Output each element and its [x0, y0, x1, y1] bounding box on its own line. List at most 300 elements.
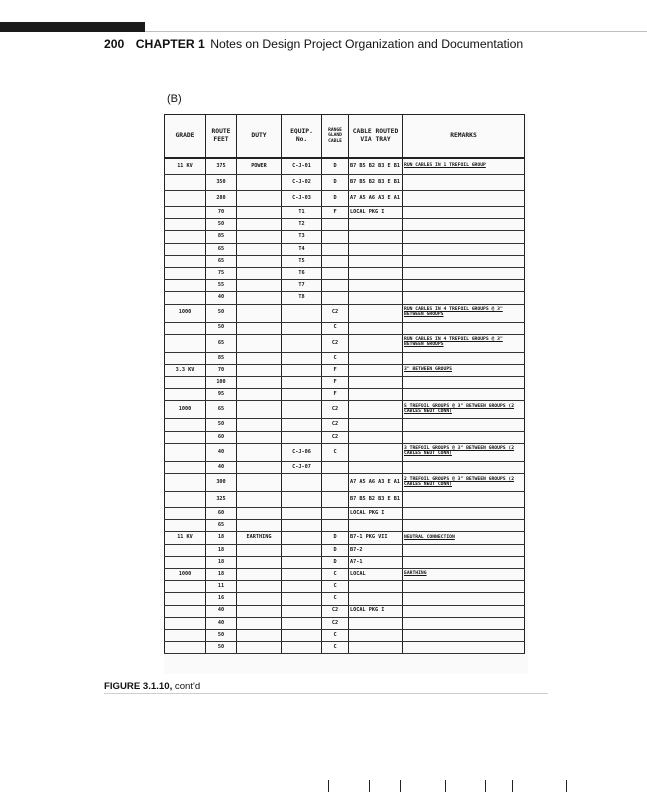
- tray-cell: [349, 322, 403, 334]
- grade-cell: [165, 191, 206, 207]
- duty-cell: [237, 581, 282, 593]
- route-feet-cell: 40: [206, 443, 237, 461]
- grade-cell: [165, 520, 206, 532]
- table-row: [165, 364, 525, 376]
- route-feet-cell: 18: [206, 532, 237, 544]
- route-feet-cell: 60: [206, 508, 237, 520]
- gland-cable-cell: [322, 508, 349, 520]
- remarks-cell: [403, 520, 525, 532]
- equip-no-cell: [282, 629, 322, 641]
- tray-cell: [349, 617, 403, 629]
- tray-cell: B7 B5 B2 B3 E B1: [349, 492, 403, 508]
- grade-cell: [165, 389, 206, 401]
- table-row: [165, 401, 525, 419]
- header-equip-no: EQUIP. No.: [282, 115, 322, 159]
- duty-cell: [237, 401, 282, 419]
- tray-cell: [349, 377, 403, 389]
- grade-cell: 11 KV: [165, 532, 206, 544]
- grade-cell: [165, 593, 206, 605]
- equip-no-cell: [282, 352, 322, 364]
- equip-no-cell: [282, 605, 322, 617]
- duty-cell: [237, 556, 282, 568]
- duty-cell: [237, 419, 282, 431]
- duty-cell: [237, 207, 282, 219]
- tray-cell: [349, 593, 403, 605]
- remarks-cell: [403, 581, 525, 593]
- equip-no-cell: T5: [282, 255, 322, 267]
- remarks-cell: [403, 605, 525, 617]
- equip-no-cell: [282, 568, 322, 580]
- table-row: [165, 352, 525, 364]
- grade-cell: [165, 231, 206, 243]
- gland-cable-cell: C: [322, 593, 349, 605]
- grade-cell: 1000: [165, 568, 206, 580]
- remarks-cell: [403, 243, 525, 255]
- route-feet-cell: 40: [206, 461, 237, 473]
- duty-cell: EARTHING: [237, 532, 282, 544]
- table-row: [165, 605, 525, 617]
- table-row: [165, 255, 525, 267]
- equip-no-cell: [282, 508, 322, 520]
- gland-cable-cell: C2: [322, 419, 349, 431]
- tray-cell: [349, 255, 403, 267]
- table-row: [165, 292, 525, 304]
- gland-cable-cell: C2: [322, 334, 349, 352]
- duty-cell: [237, 492, 282, 508]
- figure-part-label: (B): [167, 93, 182, 105]
- table-row: [165, 304, 525, 322]
- route-feet-cell: 11: [206, 581, 237, 593]
- gland-cable-cell: [322, 243, 349, 255]
- route-feet-cell: 65: [206, 334, 237, 352]
- route-feet-cell: 18: [206, 568, 237, 580]
- tray-cell: [349, 267, 403, 279]
- grade-cell: 3.3 KV: [165, 364, 206, 376]
- duty-cell: [237, 280, 282, 292]
- duty-cell: [237, 352, 282, 364]
- grade-cell: [165, 556, 206, 568]
- equip-no-cell: C-J-02: [282, 175, 322, 191]
- equip-no-cell: [282, 377, 322, 389]
- equip-no-cell: [282, 401, 322, 419]
- tray-cell: [349, 401, 403, 419]
- remarks-cell: [403, 207, 525, 219]
- duty-cell: [237, 304, 282, 322]
- duty-cell: [237, 175, 282, 191]
- tray-cell: [349, 461, 403, 473]
- grade-cell: 1000: [165, 304, 206, 322]
- tray-cell: [349, 292, 403, 304]
- equip-no-cell: T2: [282, 219, 322, 231]
- equip-no-cell: [282, 556, 322, 568]
- duty-cell: [237, 292, 282, 304]
- equip-no-cell: T7: [282, 280, 322, 292]
- remarks-cell: 3" BETWEEN GROUPS: [403, 364, 525, 376]
- route-feet-cell: 350: [206, 175, 237, 191]
- grade-cell: [165, 419, 206, 431]
- route-feet-cell: 50: [206, 304, 237, 322]
- equip-no-cell: [282, 431, 322, 443]
- remarks-cell: RUN CABLES IN 1 TREFOIL GROUP: [403, 158, 525, 175]
- remarks-cell: [403, 556, 525, 568]
- equip-no-cell: [282, 532, 322, 544]
- remarks-cell: [403, 492, 525, 508]
- header-route-feet: ROUTE FEET: [206, 115, 237, 159]
- table-row: [165, 389, 525, 401]
- route-feet-cell: 50: [206, 642, 237, 654]
- gland-cable-cell: C2: [322, 431, 349, 443]
- table-row: [165, 191, 525, 207]
- table-row: [165, 461, 525, 473]
- remarks-cell: [403, 292, 525, 304]
- table-row: [165, 629, 525, 641]
- gland-cable-cell: D: [322, 544, 349, 556]
- remarks-cell: 5 TREFOIL GROUPS @ 3" BETWEEN GROUPS (2 CABLES NEUT CONN): [403, 401, 525, 419]
- equip-no-cell: [282, 593, 322, 605]
- duty-cell: [237, 243, 282, 255]
- gland-cable-cell: C: [322, 322, 349, 334]
- duty-cell: POWER: [237, 158, 282, 175]
- duty-cell: [237, 474, 282, 492]
- grade-cell: 11 KV: [165, 158, 206, 175]
- tray-cell: [349, 581, 403, 593]
- route-feet-cell: 65: [206, 243, 237, 255]
- remarks-cell: [403, 231, 525, 243]
- table-row: [165, 532, 525, 544]
- remarks-cell: [403, 219, 525, 231]
- tray-cell: B7-1 PKG VII: [349, 532, 403, 544]
- table-row: [165, 207, 525, 219]
- gland-cable-cell: C2: [322, 617, 349, 629]
- grade-cell: [165, 544, 206, 556]
- equip-no-cell: [282, 492, 322, 508]
- route-feet-cell: 18: [206, 556, 237, 568]
- route-feet-cell: 40: [206, 617, 237, 629]
- remarks-cell: EARTHING: [403, 568, 525, 580]
- equip-no-cell: [282, 474, 322, 492]
- remarks-cell: [403, 629, 525, 641]
- table-row: [165, 267, 525, 279]
- gland-cable-cell: C: [322, 642, 349, 654]
- equip-no-cell: [282, 322, 322, 334]
- table-row: [165, 377, 525, 389]
- page-number: 200: [104, 37, 125, 51]
- tray-cell: [349, 352, 403, 364]
- route-feet-cell: 60: [206, 431, 237, 443]
- route-feet-cell: 40: [206, 292, 237, 304]
- chapter-label: CHAPTER 1: [135, 37, 205, 51]
- equip-no-cell: [282, 520, 322, 532]
- header-gland-cable: RANGE GLAND CABLE: [322, 115, 349, 159]
- equip-no-cell: [282, 544, 322, 556]
- tray-cell: LOCAL PKG I: [349, 508, 403, 520]
- route-feet-cell: 18: [206, 544, 237, 556]
- table-row: [165, 231, 525, 243]
- duty-cell: [237, 364, 282, 376]
- equip-no-cell: [282, 334, 322, 352]
- tray-cell: B7 B5 B2 B3 E B1: [349, 158, 403, 175]
- tray-cell: [349, 280, 403, 292]
- gland-cable-cell: [322, 267, 349, 279]
- route-feet-cell: 50: [206, 629, 237, 641]
- remarks-cell: [403, 617, 525, 629]
- route-feet-cell: 50: [206, 219, 237, 231]
- route-feet-cell: 100: [206, 377, 237, 389]
- equip-no-cell: C-J-01: [282, 158, 322, 175]
- gland-cable-cell: F: [322, 364, 349, 376]
- duty-cell: [237, 267, 282, 279]
- tray-cell: [349, 231, 403, 243]
- equip-no-cell: [282, 419, 322, 431]
- remarks-cell: [403, 280, 525, 292]
- figure-number: FIGURE 3.1.10,: [104, 681, 173, 692]
- duty-cell: [237, 568, 282, 580]
- equip-no-cell: [282, 304, 322, 322]
- gland-cable-cell: C2: [322, 304, 349, 322]
- route-feet-cell: 85: [206, 352, 237, 364]
- route-feet-cell: 280: [206, 191, 237, 207]
- equip-no-cell: [282, 364, 322, 376]
- tray-cell: [349, 334, 403, 352]
- gland-cable-cell: [322, 255, 349, 267]
- equip-no-cell: T6: [282, 267, 322, 279]
- duty-cell: [237, 544, 282, 556]
- remarks-cell: [403, 267, 525, 279]
- route-feet-cell: 95: [206, 389, 237, 401]
- gland-cable-cell: [322, 492, 349, 508]
- scanned-cable-schedule: [164, 114, 528, 674]
- route-feet-cell: 55: [206, 280, 237, 292]
- duty-cell: [237, 593, 282, 605]
- remarks-cell: [403, 255, 525, 267]
- gland-cable-cell: C: [322, 352, 349, 364]
- grade-cell: [165, 581, 206, 593]
- header-duty: DUTY: [237, 115, 282, 159]
- duty-cell: [237, 431, 282, 443]
- tray-cell: LOCAL PKG I: [349, 605, 403, 617]
- gland-cable-cell: C: [322, 581, 349, 593]
- gland-cable-cell: C: [322, 443, 349, 461]
- remarks-cell: NEUTRAL CONNECTION: [403, 532, 525, 544]
- route-feet-cell: 70: [206, 364, 237, 376]
- header-grade: GRADE: [165, 115, 206, 159]
- grade-cell: 1000: [165, 401, 206, 419]
- grade-cell: [165, 443, 206, 461]
- table-body: [165, 158, 525, 654]
- figure-caption-suffix: cont'd: [174, 681, 201, 692]
- table-row: [165, 280, 525, 292]
- grade-cell: [165, 492, 206, 508]
- route-feet-cell: 300: [206, 474, 237, 492]
- gland-cable-cell: F: [322, 389, 349, 401]
- equip-no-cell: C-J-03: [282, 191, 322, 207]
- gland-cable-cell: [322, 292, 349, 304]
- grade-cell: [165, 508, 206, 520]
- grade-cell: [165, 431, 206, 443]
- table-row: [165, 219, 525, 231]
- gland-cable-cell: [322, 461, 349, 473]
- equip-no-cell: [282, 617, 322, 629]
- tray-cell: [349, 419, 403, 431]
- duty-cell: [237, 605, 282, 617]
- tray-cell: [349, 389, 403, 401]
- remarks-cell: [403, 544, 525, 556]
- table-header-row: [165, 115, 525, 159]
- grade-cell: [165, 280, 206, 292]
- running-head-bar: [0, 22, 145, 32]
- table-bottom-stubs: [328, 778, 647, 792]
- route-feet-cell: 65: [206, 520, 237, 532]
- gland-cable-cell: C2: [322, 605, 349, 617]
- running-header: [104, 37, 523, 51]
- table-row: [165, 419, 525, 431]
- remarks-cell: RUN CABLES IN 4 TREFOIL GROUPS @ 3" BETWEEN GROUPS: [403, 334, 525, 352]
- grade-cell: [165, 219, 206, 231]
- route-feet-cell: 40: [206, 605, 237, 617]
- duty-cell: [237, 629, 282, 641]
- duty-cell: [237, 508, 282, 520]
- tray-cell: LOCAL: [349, 568, 403, 580]
- gland-cable-cell: [322, 280, 349, 292]
- grade-cell: [165, 334, 206, 352]
- duty-cell: [237, 377, 282, 389]
- grade-cell: [165, 605, 206, 617]
- grade-cell: [165, 175, 206, 191]
- remarks-cell: [403, 191, 525, 207]
- duty-cell: [237, 389, 282, 401]
- route-feet-cell: 70: [206, 207, 237, 219]
- table-row: [165, 593, 525, 605]
- grade-cell: [165, 474, 206, 492]
- remarks-cell: [403, 322, 525, 334]
- gland-cable-cell: C: [322, 629, 349, 641]
- table-row: [165, 642, 525, 654]
- tray-cell: [349, 642, 403, 654]
- route-feet-cell: 50: [206, 419, 237, 431]
- grade-cell: [165, 377, 206, 389]
- gland-cable-cell: D: [322, 158, 349, 175]
- grade-cell: [165, 322, 206, 334]
- route-feet-cell: 50: [206, 322, 237, 334]
- duty-cell: [237, 322, 282, 334]
- gland-cable-cell: [322, 231, 349, 243]
- table-row: [165, 243, 525, 255]
- table-row: [165, 474, 525, 492]
- table-row: [165, 443, 525, 461]
- remarks-cell: 2 TREFOIL GROUPS @ 3" BETWEEN GROUPS (2 CABLES NEUT CONN): [403, 474, 525, 492]
- duty-cell: [237, 520, 282, 532]
- table-row: [165, 334, 525, 352]
- gland-cable-cell: D: [322, 556, 349, 568]
- grade-cell: [165, 461, 206, 473]
- grade-cell: [165, 243, 206, 255]
- remarks-cell: [403, 419, 525, 431]
- remarks-cell: [403, 593, 525, 605]
- tray-cell: LOCAL PKG I: [349, 207, 403, 219]
- route-feet-cell: 65: [206, 401, 237, 419]
- tray-cell: A7-1: [349, 556, 403, 568]
- gland-cable-cell: [322, 474, 349, 492]
- grade-cell: [165, 207, 206, 219]
- route-feet-cell: 16: [206, 593, 237, 605]
- tray-cell: [349, 243, 403, 255]
- remarks-cell: [403, 642, 525, 654]
- tray-cell: [349, 304, 403, 322]
- equip-no-cell: C-J-07: [282, 461, 322, 473]
- grade-cell: [165, 255, 206, 267]
- table-row: [165, 158, 525, 175]
- gland-cable-cell: F: [322, 207, 349, 219]
- remarks-cell: [403, 461, 525, 473]
- gland-cable-cell: C2: [322, 401, 349, 419]
- equip-no-cell: T4: [282, 243, 322, 255]
- grade-cell: [165, 352, 206, 364]
- route-feet-cell: 65: [206, 255, 237, 267]
- remarks-cell: 3 TREFOIL GROUPS @ 3" BETWEEN GROUPS (2 CABLES NEUT CONN): [403, 443, 525, 461]
- duty-cell: [237, 642, 282, 654]
- duty-cell: [237, 461, 282, 473]
- remarks-cell: [403, 377, 525, 389]
- tray-cell: [349, 443, 403, 461]
- tray-cell: [349, 431, 403, 443]
- table-row: [165, 520, 525, 532]
- gland-cable-cell: D: [322, 175, 349, 191]
- cable-schedule-table: [164, 114, 525, 654]
- caption-rule: [104, 693, 548, 694]
- equip-no-cell: T8: [282, 292, 322, 304]
- figure-caption: [104, 681, 200, 692]
- remarks-cell: RUN CABLES IN 4 TREFOIL GROUPS @ 3" BETWEEN GROUPS: [403, 304, 525, 322]
- remarks-cell: [403, 389, 525, 401]
- equip-no-cell: T3: [282, 231, 322, 243]
- tray-cell: B7-2: [349, 544, 403, 556]
- duty-cell: [237, 219, 282, 231]
- route-feet-cell: 75: [206, 267, 237, 279]
- tray-cell: A7 A5 A6 A3 E A1: [349, 191, 403, 207]
- header-remarks: REMARKS: [403, 115, 525, 159]
- gland-cable-cell: F: [322, 377, 349, 389]
- tray-cell: [349, 219, 403, 231]
- table-row: [165, 492, 525, 508]
- chapter-title: Notes on Design Project Organization and Documentation: [210, 37, 524, 51]
- gland-cable-cell: [322, 219, 349, 231]
- remarks-cell: [403, 352, 525, 364]
- running-head-rule: [145, 31, 647, 32]
- table-row: [165, 175, 525, 191]
- table-row: [165, 556, 525, 568]
- duty-cell: [237, 255, 282, 267]
- table-row: [165, 508, 525, 520]
- grade-cell: [165, 617, 206, 629]
- duty-cell: [237, 617, 282, 629]
- route-feet-cell: 85: [206, 231, 237, 243]
- table-row: [165, 544, 525, 556]
- tray-cell: [349, 629, 403, 641]
- duty-cell: [237, 443, 282, 461]
- tray-cell: A7 A5 A6 A3 E A1: [349, 474, 403, 492]
- equip-no-cell: [282, 642, 322, 654]
- grade-cell: [165, 292, 206, 304]
- remarks-cell: [403, 175, 525, 191]
- route-feet-cell: 325: [206, 492, 237, 508]
- table-row: [165, 581, 525, 593]
- equip-no-cell: [282, 581, 322, 593]
- equip-no-cell: [282, 389, 322, 401]
- gland-cable-cell: D: [322, 532, 349, 544]
- grade-cell: [165, 629, 206, 641]
- gland-cable-cell: [322, 520, 349, 532]
- equip-no-cell: C-J-06: [282, 443, 322, 461]
